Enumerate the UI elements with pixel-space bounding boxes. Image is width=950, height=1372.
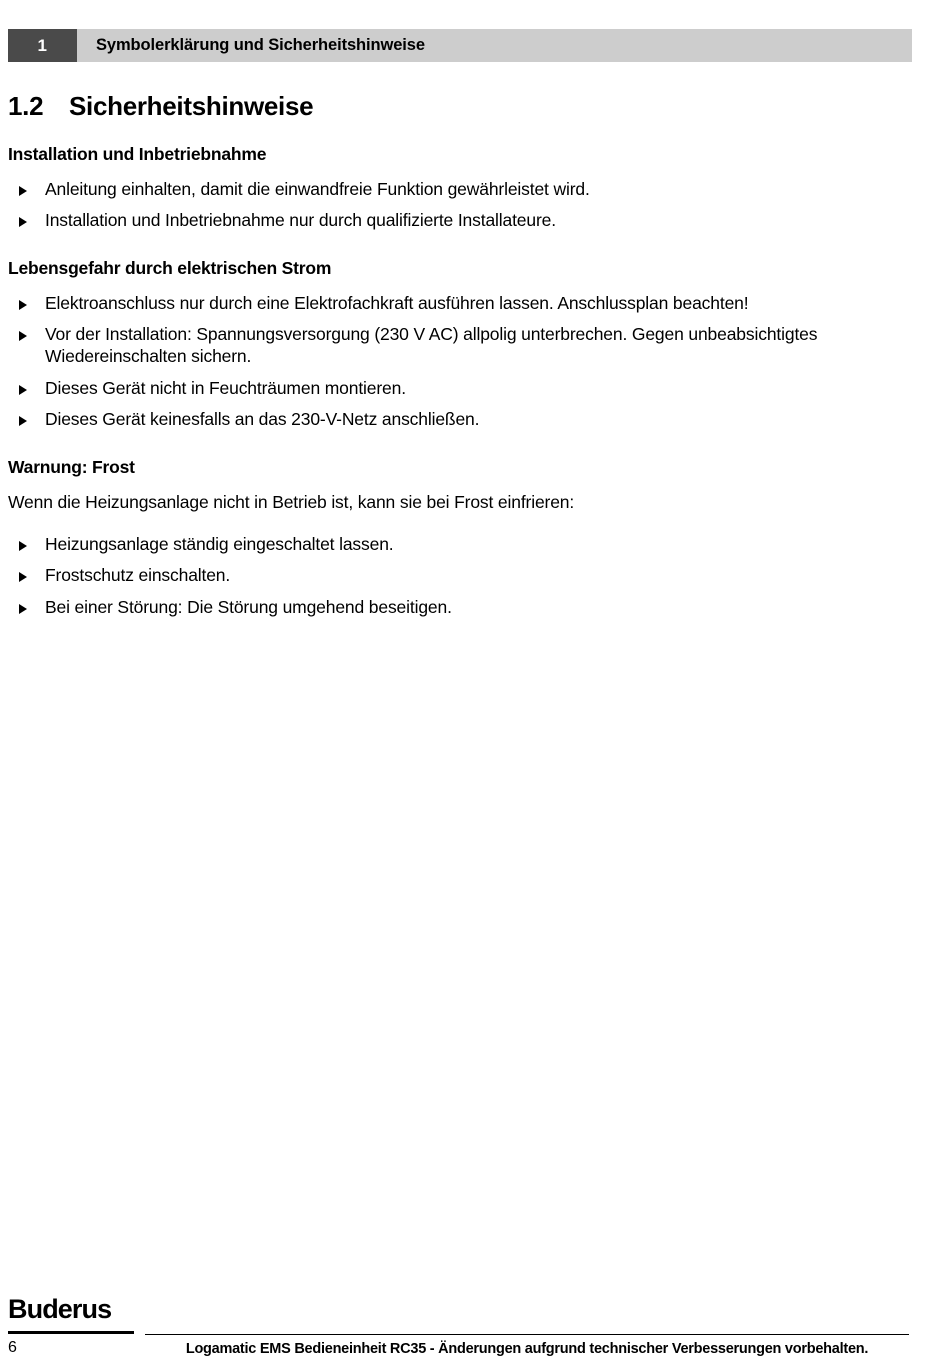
triangle-bullet-icon	[19, 186, 27, 196]
list-item-text: Heizungsanlage ständig eingeschaltet lassen.	[45, 534, 394, 555]
chapter-number-badge: 1	[8, 29, 77, 62]
triangle-bullet-icon	[19, 385, 27, 395]
footer-note: Logamatic EMS Bedieneinheit RC35 - Änderungen aufgrund technischer Verbesserungen vorbehalten.	[185, 1341, 869, 1357]
footer-divider	[145, 1334, 909, 1335]
list-item	[8, 596, 916, 618]
subsection-heading-elektrischer-strom: Lebensgefahr durch elektrischen Strom	[8, 257, 332, 278]
list-item-text: Dieses Gerät keinesfalls an das 230-V-Netz anschließen.	[45, 409, 480, 430]
list-item	[8, 377, 916, 399]
brand-logo: Buderus	[8, 1294, 112, 1324]
section-number: 1.2	[8, 91, 44, 121]
bullet-list-warnung-frost	[8, 533, 916, 618]
list-item-text: Dieses Gerät nicht in Feuchträumen montieren.	[45, 377, 406, 398]
triangle-bullet-icon	[19, 331, 27, 341]
list-item-text: Elektroanschluss nur durch eine Elektrofachkraft ausführen lassen. Anschlussplan beachten!	[45, 292, 749, 313]
list-item	[8, 564, 916, 586]
page-body	[8, 92, 916, 618]
warning-intro-text: Wenn die Heizungsanlage nicht in Betrieb ist, kann sie bei Frost einfrieren:	[8, 491, 575, 512]
brand-underline	[8, 1331, 134, 1334]
subsection-heading-warnung-frost: Warnung: Frost	[8, 456, 135, 477]
chapter-header-bar	[8, 29, 912, 62]
bullet-list-elektrischer-strom	[8, 292, 916, 431]
page-number: 6	[8, 1339, 17, 1356]
list-item-text: Installation und Inbetriebnahme nur durch qualifizierte Installateure.	[45, 210, 556, 231]
list-item	[8, 209, 916, 231]
list-item	[8, 292, 916, 314]
list-item	[8, 533, 916, 555]
list-item	[8, 408, 916, 430]
list-item	[8, 323, 916, 368]
list-item	[8, 178, 916, 200]
section-title-text: Sicherheitshinweise	[69, 91, 314, 121]
triangle-bullet-icon	[19, 604, 27, 614]
page-footer	[0, 1296, 950, 1372]
list-item-text: Frostschutz einschalten.	[45, 565, 231, 586]
list-item-text: Anleitung einhalten, damit die einwandfreie Funktion gewährleistet wird.	[45, 178, 590, 199]
list-item-text: Bei einer Störung: Die Störung umgehend beseitigen.	[45, 596, 452, 617]
triangle-bullet-icon	[19, 541, 27, 551]
triangle-bullet-icon	[19, 416, 27, 426]
triangle-bullet-icon	[19, 572, 27, 582]
chapter-title: Symbolerklärung und Sicherheitshinweise	[96, 36, 425, 54]
list-item-text: Vor der Installation: Spannungsversorgung (230 V AC) allpolig unterbrechen. Gegen unbeabsichtigtes Wiedereinschalten sichern.	[45, 324, 818, 367]
subsection-heading-installation: Installation und Inbetriebnahme	[8, 143, 267, 164]
bullet-list-installation	[8, 178, 916, 232]
triangle-bullet-icon	[19, 217, 27, 227]
section-heading	[8, 92, 916, 122]
triangle-bullet-icon	[19, 300, 27, 310]
